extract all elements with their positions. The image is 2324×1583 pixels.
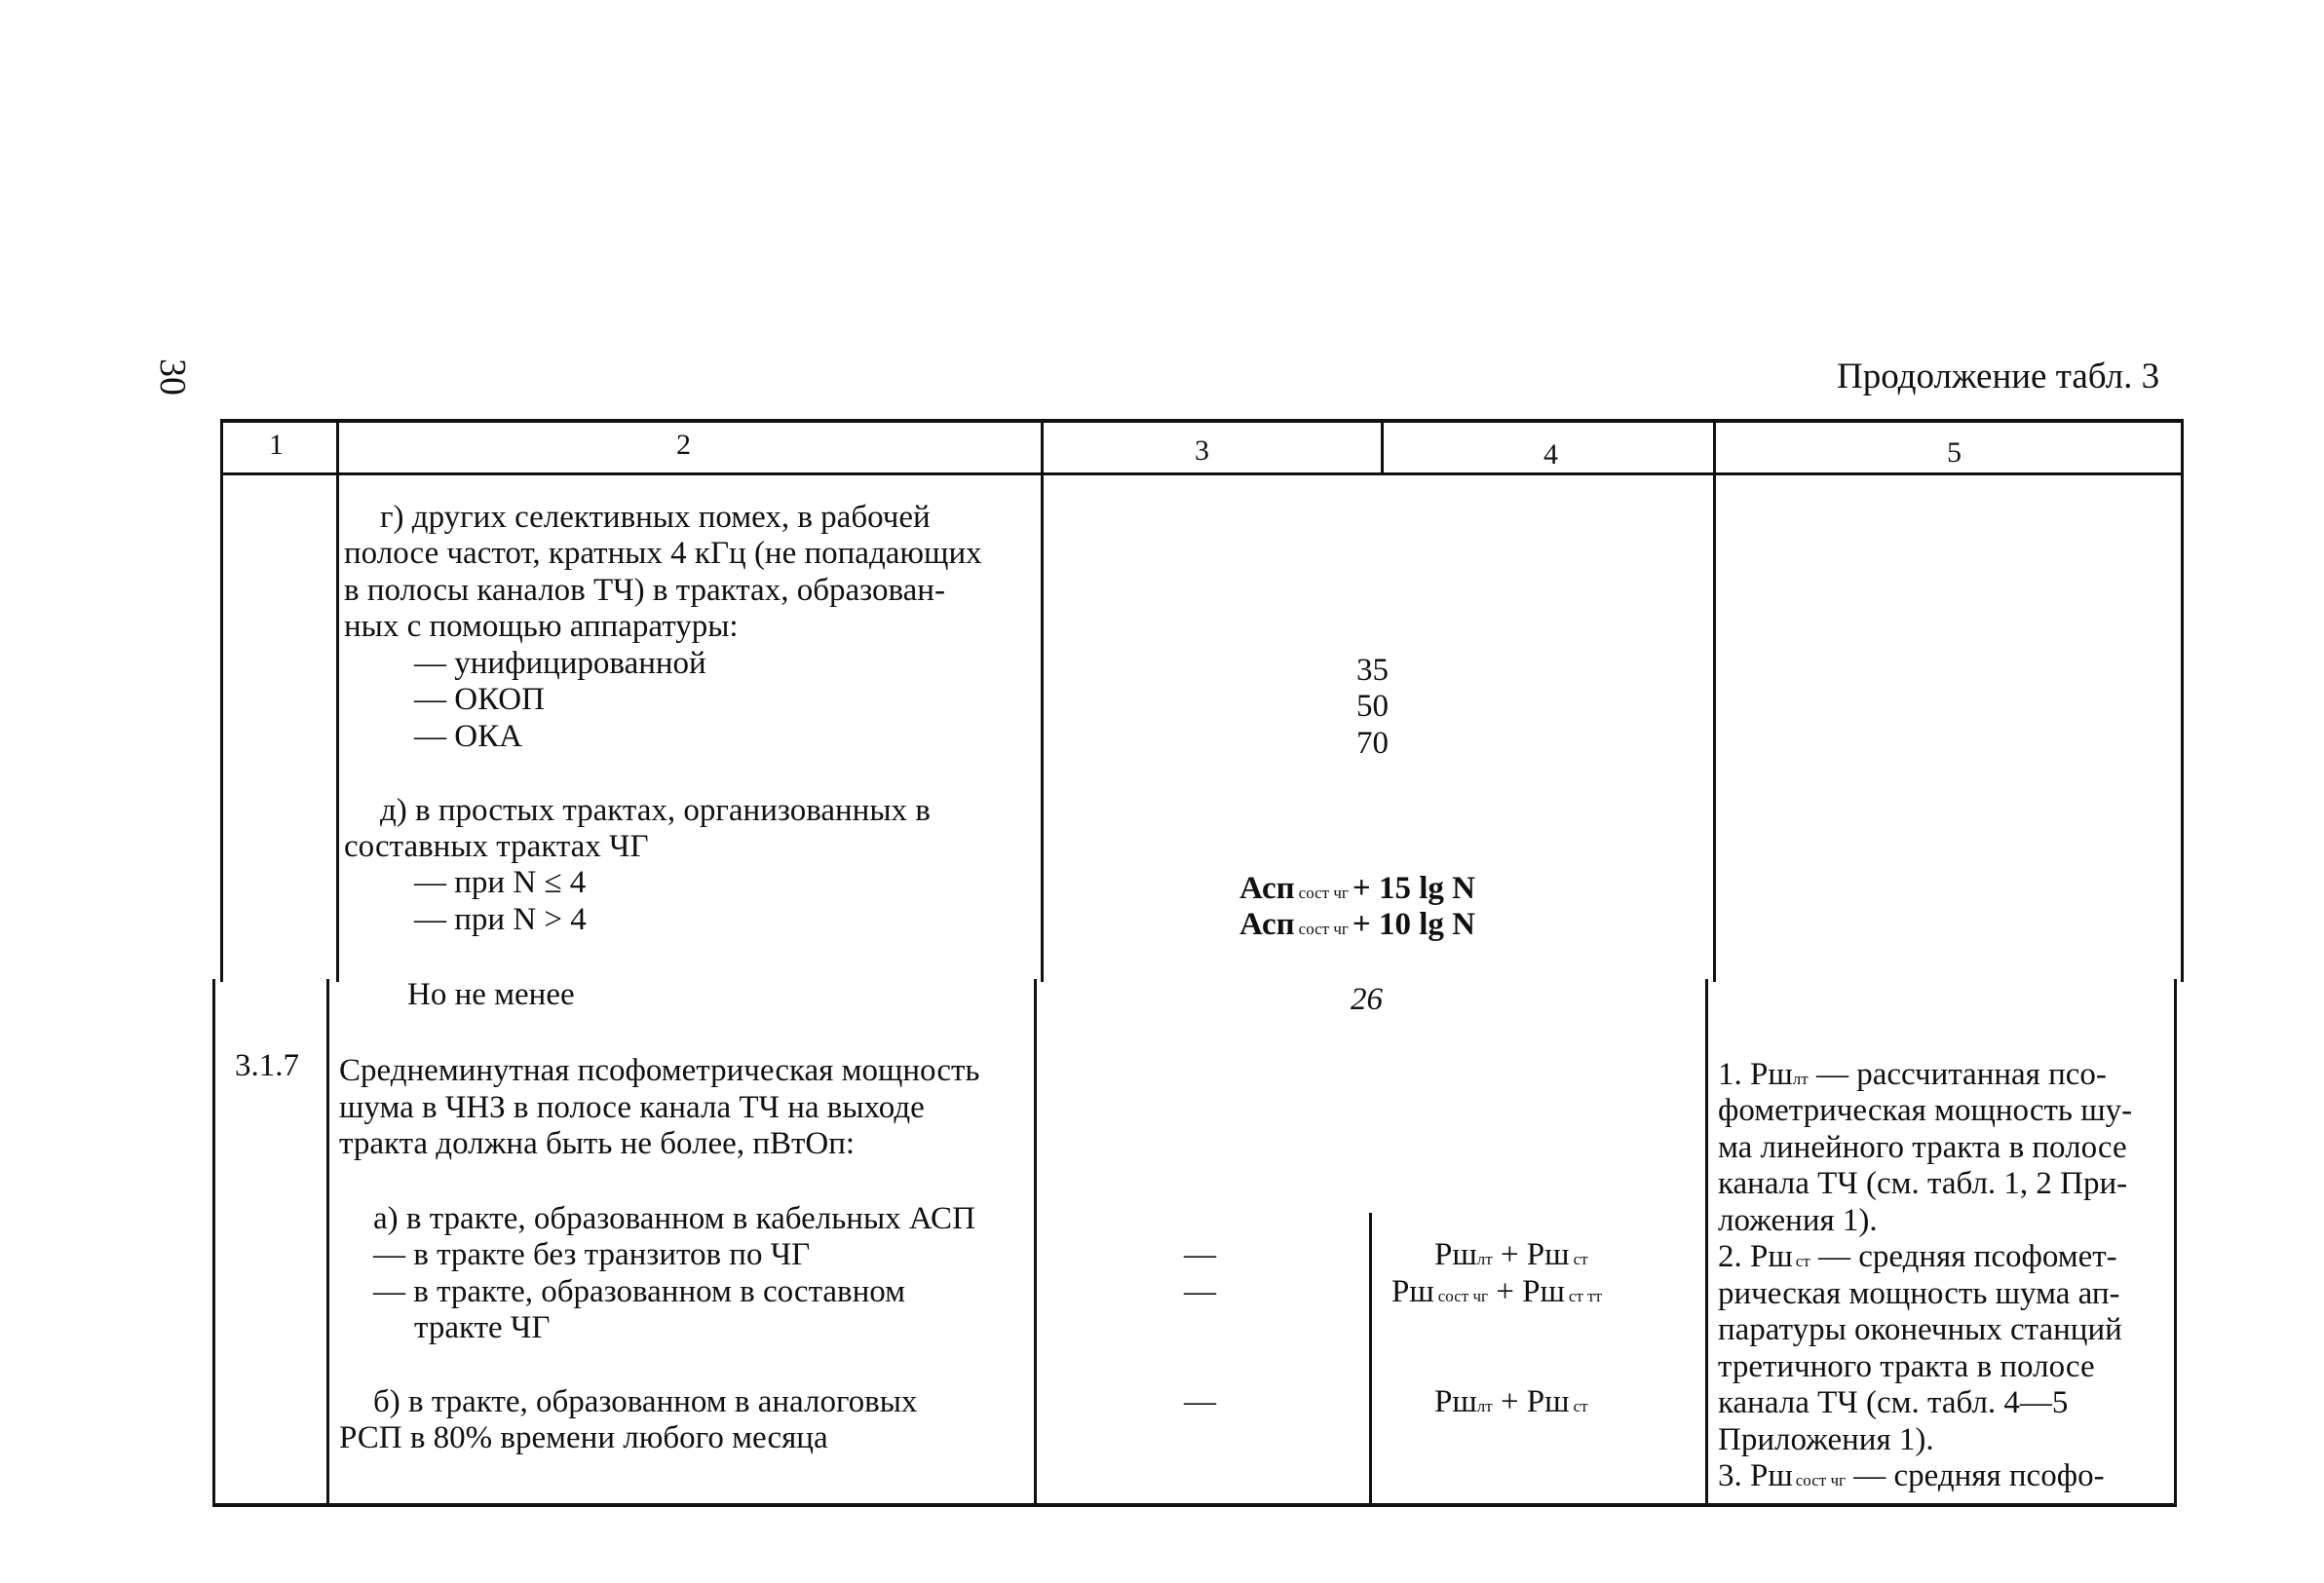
table-right-border-lower <box>2174 979 2177 1505</box>
header-col4: 4 <box>1543 438 1558 471</box>
dash-a1: — <box>1184 1237 1216 1272</box>
section-g-item1: — унифицированной <box>414 646 706 681</box>
min-value: 26 <box>1351 982 1383 1017</box>
row-317-line3: тракта должна быть не более, пВтОп: <box>339 1126 856 1161</box>
note1-line2: фометрическая мощность шу- <box>1718 1093 2133 1128</box>
section-g-line3: в полосы каналов ТЧ) в трактах, образован- <box>344 573 945 608</box>
dash-b: — <box>1184 1384 1216 1419</box>
header-col2: 2 <box>676 429 691 461</box>
row-number: 3.1.7 <box>235 1048 299 1083</box>
row-317-a-line4: тракте ЧГ <box>414 1310 551 1345</box>
formula-a2: Рш сост чг + Рш ст тт <box>1391 1274 1602 1309</box>
section-d-item2: — при N > 4 <box>414 902 587 937</box>
page-number: 30 <box>152 358 193 396</box>
formula-b: Ршлт + Рш ст <box>1434 1384 1588 1419</box>
col3-divider-header <box>1381 419 1384 475</box>
header-col3: 3 <box>1195 434 1209 467</box>
note1-line3: ма линейного тракта в полосе <box>1718 1130 2127 1165</box>
col1-divider-lower <box>326 979 329 1505</box>
section-g-line2: полосе частот, кратных 4 кГц (не попадающих <box>344 536 982 571</box>
note2-line1: 2. Рш ст — средняя псофомет- <box>1718 1239 2117 1274</box>
note2-line3: паратуры оконечных станций <box>1718 1312 2122 1347</box>
formula-a1: Ршлт + Рш ст <box>1434 1237 1588 1272</box>
note2-line5: канала ТЧ (см. табл. 4—5 <box>1718 1385 2069 1420</box>
table-right-border <box>2181 419 2184 982</box>
row-317-a-line1: а) в тракте, образованном в кабельных АСП <box>373 1201 975 1236</box>
section-g-item3: — ОКА <box>414 719 522 754</box>
section-d-line1: д) в простых трактах, организованных в <box>380 793 931 828</box>
section-g-line4: ных с помощью аппаратуры: <box>344 609 739 644</box>
formula-n-gt-4: Асп сост чг + 10 lg N <box>1239 907 1475 942</box>
dash-a2: — <box>1184 1274 1216 1309</box>
row-317-b-line2: РСП в 80% времени любого месяца <box>339 1420 828 1455</box>
table-bottom-border <box>212 1503 2177 1507</box>
note2-line4: третичного тракта в полосе <box>1718 1349 2095 1384</box>
note1-line4: канала ТЧ (см. табл. 1, 2 При- <box>1718 1166 2128 1201</box>
section-g-value2: 50 <box>1356 689 1389 724</box>
section-g-line1: г) других селективных помех, в рабочей <box>380 500 931 535</box>
note2-line2: рическая мощность шума ап- <box>1718 1276 2120 1311</box>
col4-divider <box>1713 419 1716 982</box>
section-g-value1: 35 <box>1356 653 1389 688</box>
row-317-b-line1: б) в тракте, образованном в аналоговых <box>373 1384 918 1419</box>
section-d-item1: — при N ≤ 4 <box>414 865 587 900</box>
note1-line5: ложения 1). <box>1718 1203 1878 1238</box>
note1-line1: 1. Ршлт — рассчитанная псо- <box>1718 1057 2107 1092</box>
table-left-border <box>220 419 223 982</box>
row-317-line1: Среднеминутная псофометрическая мощность <box>339 1053 980 1088</box>
table-top-border <box>222 419 2183 423</box>
row-317-line2: шума в ЧНЗ в полосе канала ТЧ на выходе <box>339 1090 925 1125</box>
note3-line1: 3. Рш сост чг — средняя псофо- <box>1718 1458 2105 1493</box>
note2-line6: Приложения 1). <box>1718 1422 1934 1457</box>
table-caption: Продолжение табл. 3 <box>1837 357 2160 396</box>
col3-divider-lower <box>1369 1213 1372 1505</box>
header-col5: 5 <box>1947 436 1962 469</box>
header-col1: 1 <box>269 429 284 461</box>
col1-divider <box>336 419 339 982</box>
row-317-a-line3: — в тракте, образованном в составном <box>373 1274 906 1309</box>
section-d-line2: составных трактах ЧГ <box>344 829 649 864</box>
section-g-value3: 70 <box>1356 726 1389 761</box>
col4-divider-lower <box>1705 979 1708 1505</box>
header-bottom-border <box>222 472 2183 475</box>
col2-divider <box>1041 419 1044 982</box>
min-label: Но не менее <box>407 977 575 1012</box>
formula-n-le-4: Асп сост чг + 15 lg N <box>1239 871 1475 906</box>
table-left-border-lower <box>212 979 215 1505</box>
row-317-a-line2: — в тракте без транзитов по ЧГ <box>373 1237 811 1272</box>
col2-divider-lower <box>1034 979 1037 1505</box>
section-g-item2: — ОКОП <box>414 682 545 717</box>
